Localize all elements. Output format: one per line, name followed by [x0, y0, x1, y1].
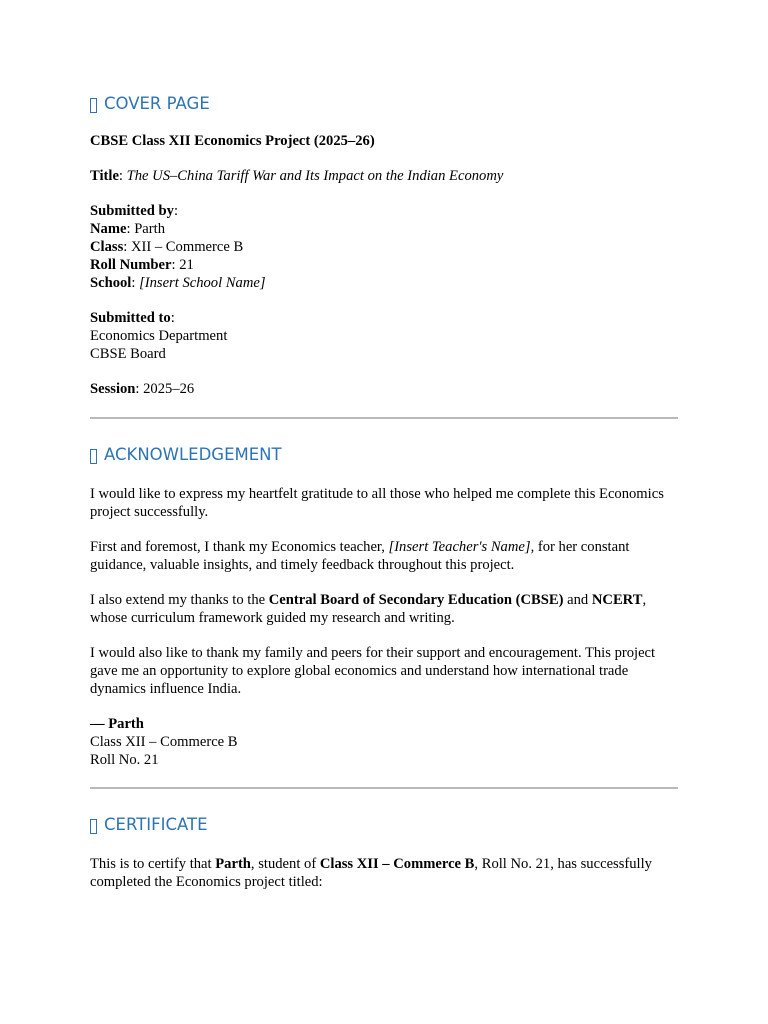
submitted-by-label: Submitted by	[90, 203, 174, 219]
name-label: Name	[90, 221, 127, 237]
school-value: [Insert School Name]	[139, 275, 266, 291]
teacher-name-placeholder: [Insert Teacher's Name]	[388, 539, 531, 555]
ncert-name: NCERT	[591, 592, 643, 608]
title-label: Title	[90, 168, 119, 184]
signature-roll: Roll No. 21	[90, 752, 159, 768]
session-label: Session	[90, 381, 136, 397]
acknowledgement-heading	[90, 443, 678, 467]
ack-paragraph-3	[90, 591, 678, 627]
submitted-by-line: Submitted by:	[90, 203, 178, 219]
cert-mid: , student of	[250, 856, 320, 872]
signature-class: Class XII – Commerce B	[90, 734, 238, 750]
signature-name-line	[90, 715, 678, 733]
class-label: Class	[90, 239, 124, 255]
session-line: Session: 2025–26	[90, 381, 195, 397]
ack-paragraph-2	[90, 538, 678, 574]
ack-p3-and: and	[563, 592, 592, 608]
name-line: Name: Parth	[90, 221, 165, 237]
missing-glyph-icon	[90, 819, 97, 834]
ack-paragraph-4: I would also like to thank my family and peers for their support and encouragement. This project gave me an opportunity to explore global economics and understand how international trade dynamics influence India.	[90, 645, 656, 697]
document-content	[90, 92, 678, 891]
submitted-to-label: Submitted to	[90, 310, 171, 326]
school-label: School	[90, 275, 132, 291]
ack-p3-pre: I also extend my thanks to the	[90, 592, 269, 608]
missing-glyph-icon	[90, 449, 97, 464]
cert-class: Class XII – Commerce B	[319, 856, 475, 872]
class-line: Class: XII – Commerce B	[90, 239, 244, 255]
ack-p2-pre: First and foremost, I thank my Economics teacher,	[90, 539, 389, 555]
certificate-heading-text: CERTIFICATE	[104, 815, 208, 834]
cover-page-heading	[90, 92, 678, 116]
project-title: The US–China Tariff War and Its Impact on the Indian Economy	[126, 168, 504, 184]
ack-p3-post: , whose curriculum framework guided my research and writing.	[90, 592, 647, 626]
ack-p2-post: , for her constant guidance, valuable insights, and timely feedback throughout this project.	[90, 539, 630, 573]
title-line: Title: The US–China Tariff War and Its Impact on the Indian Economy	[90, 168, 504, 184]
roll-line: Roll Number: 21	[90, 257, 194, 273]
cert-pre: This is to certify that	[90, 856, 216, 872]
roll-value: 21	[179, 257, 194, 273]
submitted-to-line: Submitted to:	[90, 310, 175, 326]
project-line	[90, 132, 678, 150]
ack-paragraph-1: I would like to express my heartfelt gratitude to all those who helped me complete this Economics project successfully.	[90, 486, 664, 520]
signature-name: — Parth	[90, 716, 144, 732]
name-value: Parth	[134, 221, 165, 237]
cert-student-name: Parth	[215, 856, 251, 872]
roll-label: Roll Number	[90, 257, 172, 273]
school-line: School: [Insert School Name]	[90, 275, 266, 291]
submitted-to-board: CBSE Board	[90, 346, 166, 362]
certificate-paragraph	[90, 855, 678, 891]
session-value: 2025–26	[143, 381, 195, 397]
class-value: XII – Commerce B	[130, 239, 244, 255]
cert-post: , Roll No. 21, has successfully completed the Economics project titled:	[90, 856, 652, 890]
certificate-heading	[90, 813, 678, 837]
cover-page-heading-text: COVER PAGE	[104, 94, 210, 113]
missing-glyph-icon	[90, 98, 97, 113]
cbse-name: Central Board of Secondary Education (CBSE)	[268, 592, 564, 608]
submitted-to-department: Economics Department	[90, 328, 228, 344]
project-name: CBSE Class XII Economics Project (2025–26)	[90, 133, 375, 149]
acknowledgement-heading-text: ACKNOWLEDGEMENT	[104, 445, 282, 464]
